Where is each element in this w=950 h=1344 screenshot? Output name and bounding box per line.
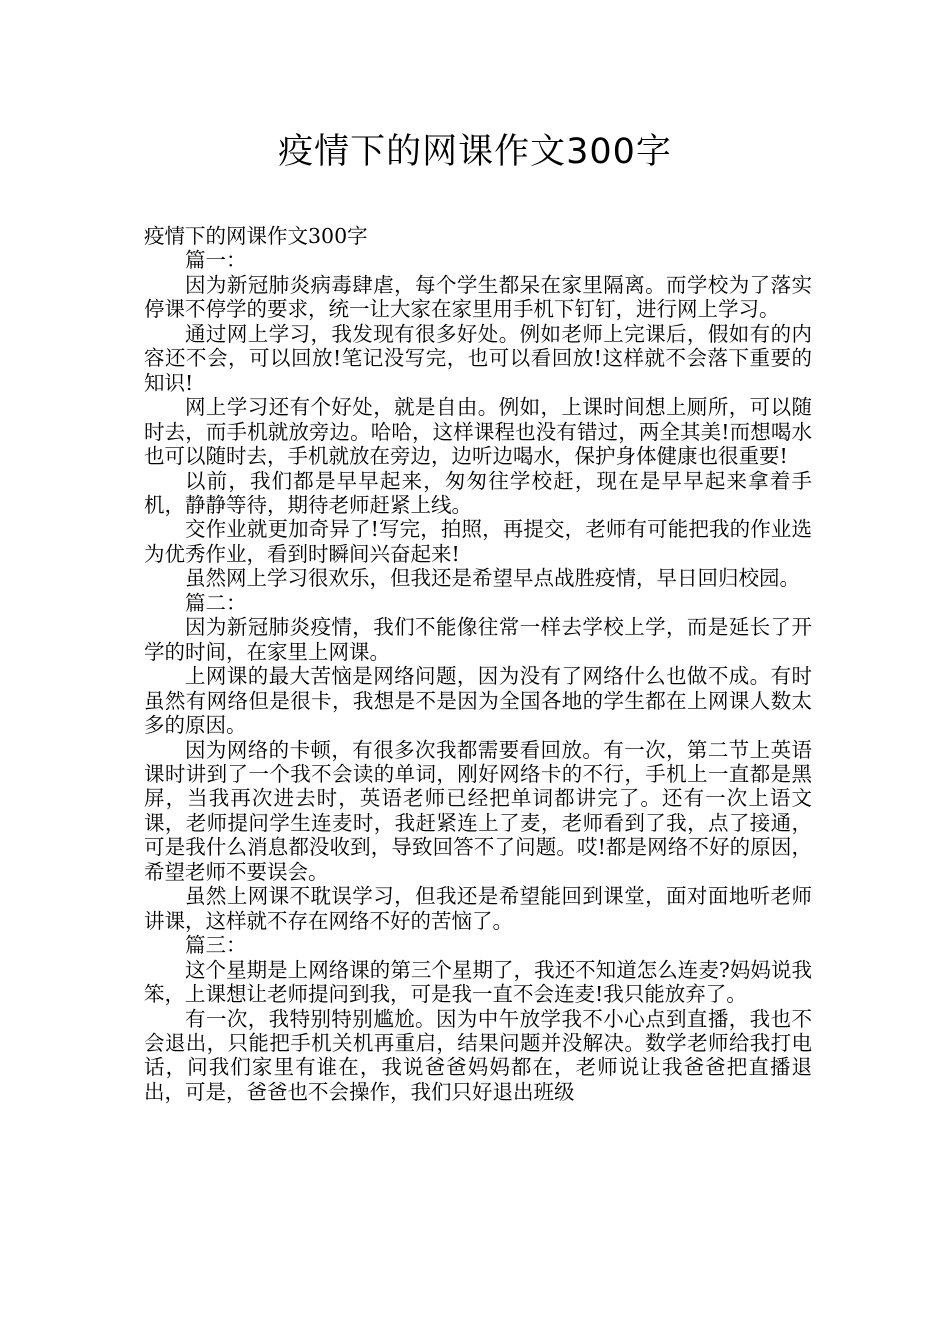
paragraph: 交作业就更加奇异了!写完，拍照，再提交，老师有可能把我的作业选为优秀作业，看到时瞬间兴奋起来! bbox=[144, 517, 812, 566]
section-heading: 篇三： bbox=[185, 933, 247, 958]
paragraph: 因为新冠肺炎病毒肆虐，每个学生都呆在家里隔离。而学校为了落实停课不停学的要求，统一让大家在家里用手机下钉钉，进行网上学习。 bbox=[144, 272, 812, 322]
section-heading: 篇一： bbox=[185, 248, 247, 273]
paragraph: 虽然网上学习很欢乐，但我还是希望早点战胜疫情，早日回归校园。 bbox=[185, 566, 800, 591]
document-title: 疫情下的网课作文300字 bbox=[278, 132, 672, 172]
paragraph: 因为网络的卡顿，有很多次我都需要看回放。有一次，第二节上英语课时讲到了一个我不会读的单词，刚好网络卡的不行，手机上一直都是黑屏，当我再次进去时，英语老师已经把单词都讲完了。还有一次上语文课，老师提问学生连麦时，我赶紧连上了麦，老师看到了我，点了接通，可是我什么消息都没收到，导致回答不了问题。哎!都是网络不好的原因，希望老师不要误会。 bbox=[144, 737, 812, 884]
paragraph: 因为新冠肺炎疫情，我们不能像往常一样去学校上学，而是延长了开学的时间，在家里上网课。 bbox=[144, 615, 812, 664]
paragraph: 虽然上网课不耽误学习，但我还是希望能回到课堂，面对面地听老师讲课，这样就不存在网络不好的苦恼了。 bbox=[144, 884, 812, 933]
section-heading: 篇二： bbox=[185, 590, 247, 615]
document-body bbox=[144, 224, 812, 1104]
subtitle: 疫情下的网课作文300字 bbox=[144, 224, 368, 248]
paragraph: 通过网上学习，我发现有很多好处。例如老师上完课后，假如有的内容还不会，可以回放!笔记没写完，也可以看回放!这样就不会落下重要的知识! bbox=[144, 321, 812, 395]
paragraph: 网上学习还有个好处，就是自由。例如，上课时间想上厕所，可以随时去，而手机就放旁边。哈哈，这样课程也没有错过，两全其美!而想喝水也可以随时去，手机就放在旁边，边听边喝水，保护身体健康也很重要! bbox=[144, 395, 812, 469]
paragraph: 上网课的最大苦恼是网络问题，因为没有了网络什么也做不成。有时虽然有网络但是很卡，我想是不是因为全国各地的学生都在上网课人数太多的原因。 bbox=[144, 664, 812, 738]
paragraph: 这个星期是上网络课的第三个星期了，我还不知道怎么连麦?妈妈说我笨，上课想让老师提问到我，可是我一直不会连麦!我只能放弃了。 bbox=[144, 957, 812, 1007]
paragraph: 有一次，我特别特别尴尬。因为中午放学我不小心点到直播，我也不会退出，只能把手机关机再重启，结果问题并没解决。数学老师给我打电话，问我们家里有谁在，我说爸爸妈妈都在，老师说让我爸爸把直播退出，可是，爸爸也不会操作，我们只好退出班级 bbox=[144, 1006, 812, 1104]
paragraph: 以前，我们都是早早起来，匆匆往学校赶，现在是早早起来拿着手机，静静等待，期待老师赶紧上线。 bbox=[144, 468, 812, 517]
